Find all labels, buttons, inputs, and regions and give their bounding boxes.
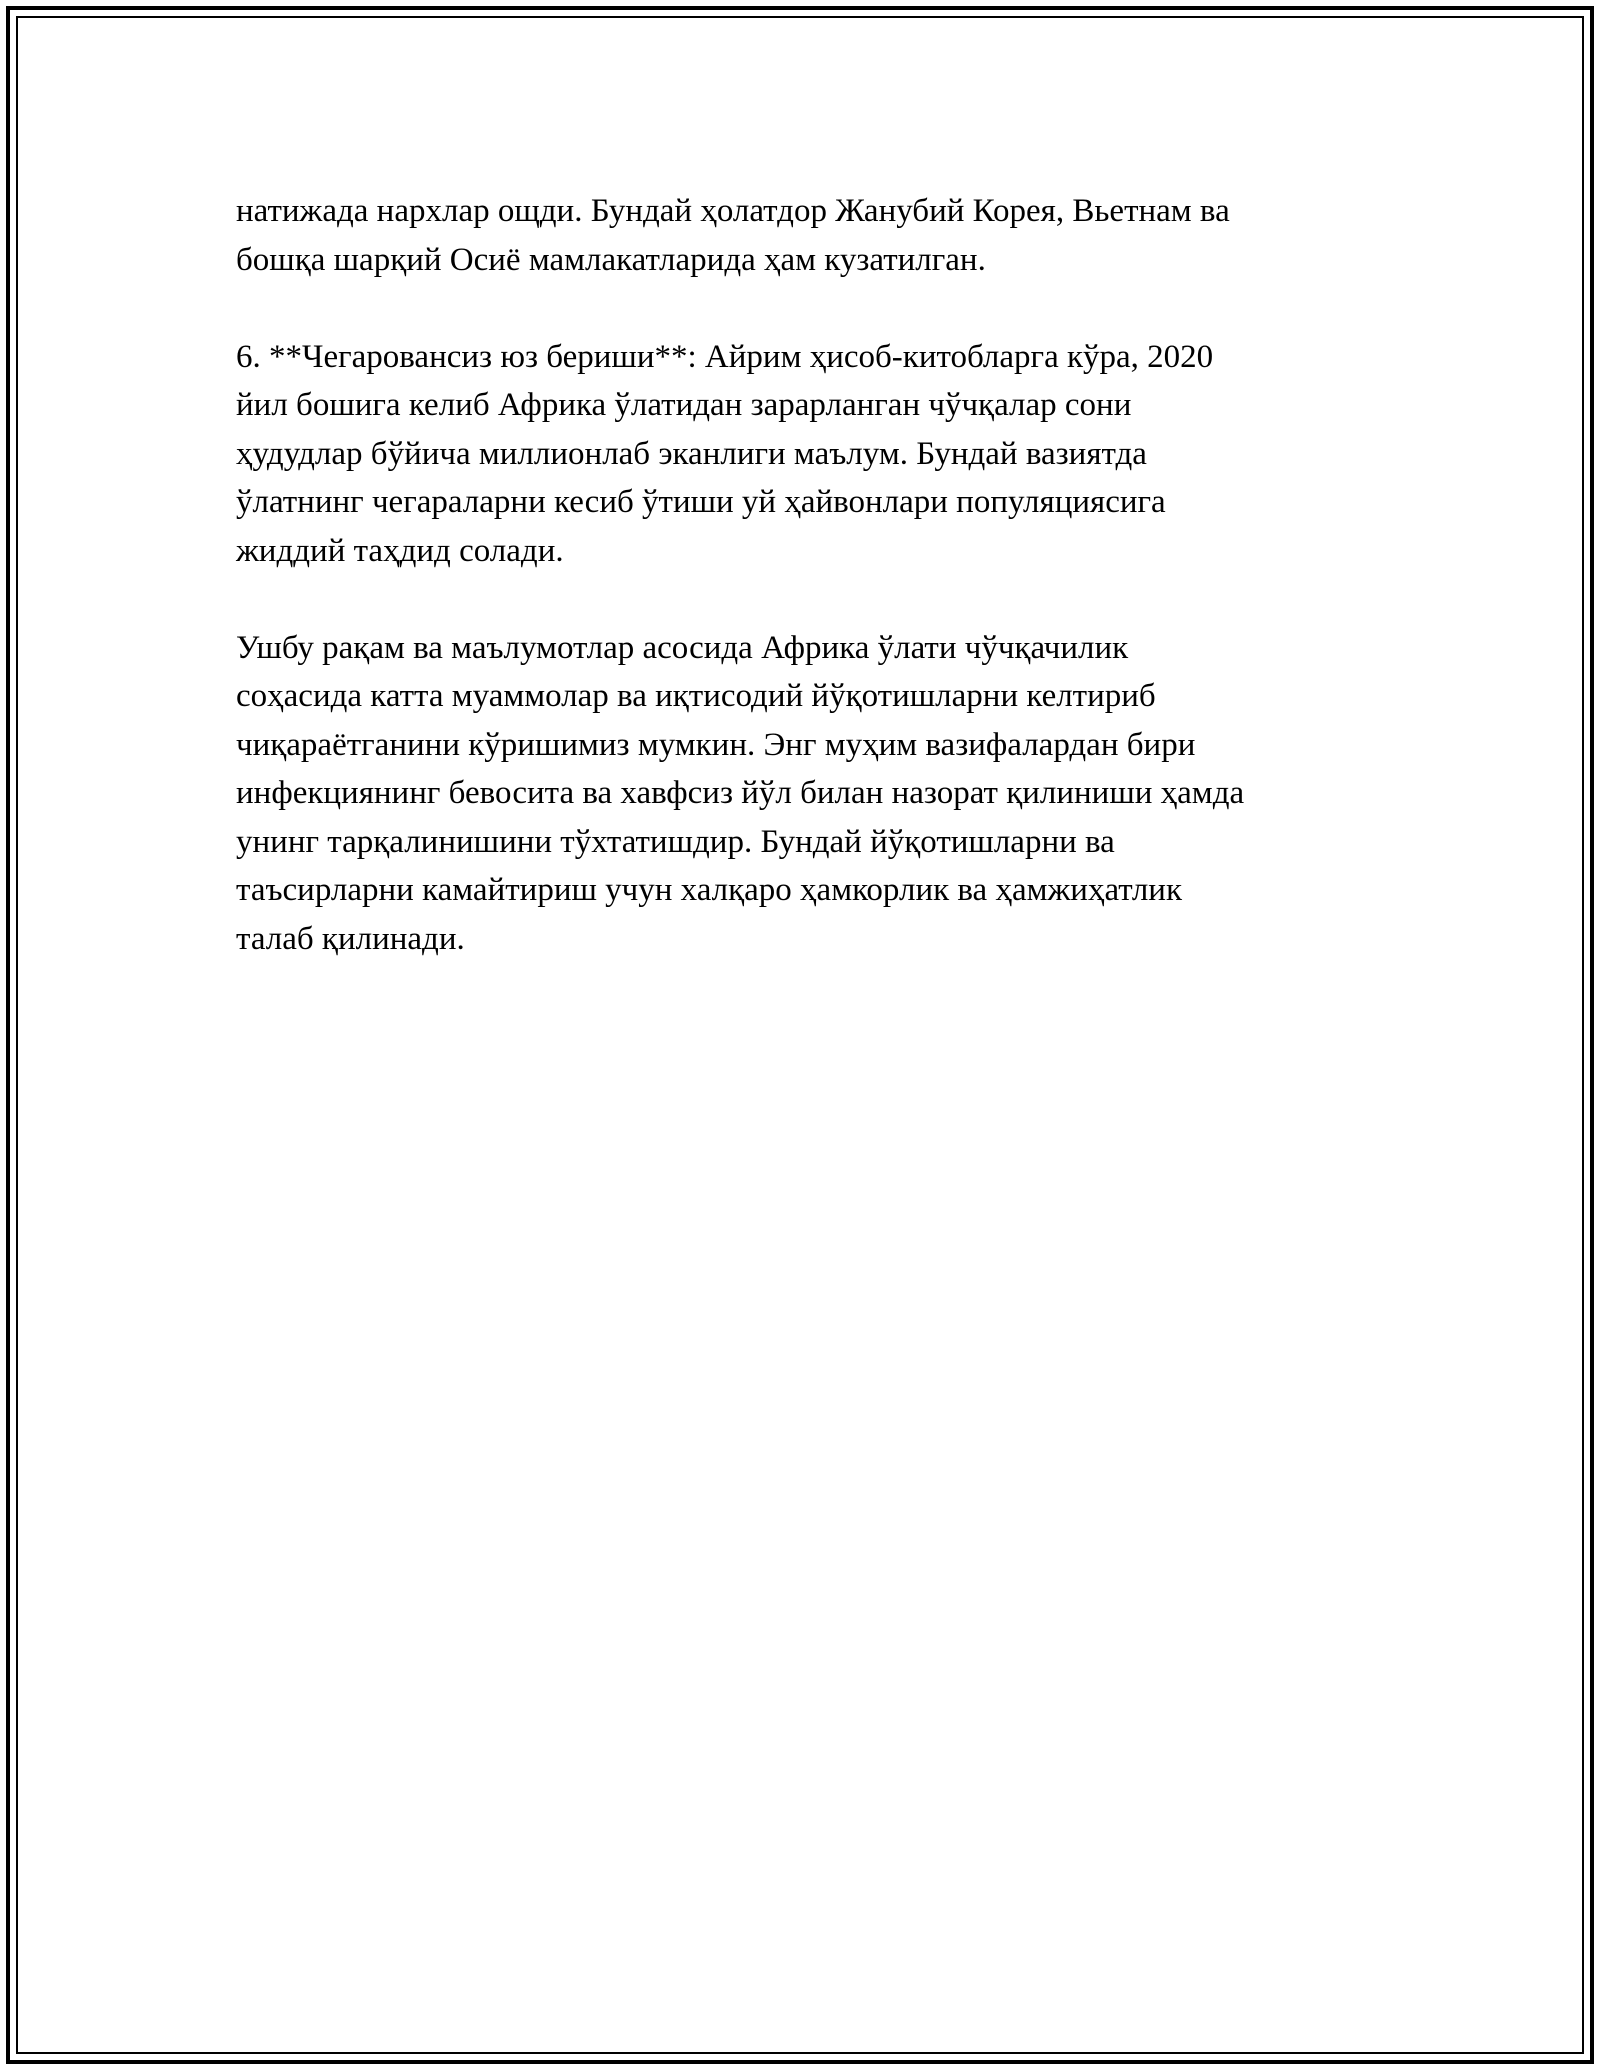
paragraph-conclusion <box>236 624 1376 964</box>
paragraph-cross-border-spread <box>236 333 1376 576</box>
text-line: натижада нархлар ощди. Бундай ҳолатдор Жанубий Корея, Вьетнам ва <box>236 193 1230 229</box>
text-line: ўлатнинг чегараларни кесиб ўтиши уй ҳайвонлари популяциясига <box>236 484 1166 520</box>
text-line: унинг тарқалинишини тўхтатишдир. Бундай йўқотишларни ва <box>236 823 1115 860</box>
text-line: 6. **Чегаровансиз юз бериши**: Айрим ҳисоб-китобларга кўра, 2020 <box>236 338 1214 375</box>
text-line: ҳудудлар бўйича миллионлаб эканлиги маълум. Бундай вазиятда <box>236 435 1147 472</box>
text-line: йил бошига келиб Африка ўлатидан зарарланган чўчқалар сони <box>236 387 1132 423</box>
paragraph-price-rise <box>236 187 1376 284</box>
text-line: соҳасида катта муаммолар ва иқтисодий йўқотишларни келтириб <box>236 678 1156 714</box>
text-line: таъсирларни камайтириш учун халқаро ҳамкорлик ва ҳамжиҳатлик <box>236 872 1182 908</box>
text-line: бошқа шарқий Осиё мамлакатларида ҳам кузатилган. <box>236 241 986 278</box>
text-line: чиқараётганини кўришимиз мумкин. Энг муҳим вазифалардан бири <box>236 726 1196 763</box>
text-line: жиддий таҳдид солади. <box>236 532 564 569</box>
text-line: инфекциянинг бевосита ва хавфсиз йўл билан назорат қилиниши ҳамда <box>236 775 1245 811</box>
text-line: талаб қилинади. <box>236 920 465 957</box>
text-line: Ушбу рақам ва маълумотлар асосида Африка ўлати чўчқачилик <box>236 629 1129 666</box>
document-body <box>236 187 1376 1012</box>
